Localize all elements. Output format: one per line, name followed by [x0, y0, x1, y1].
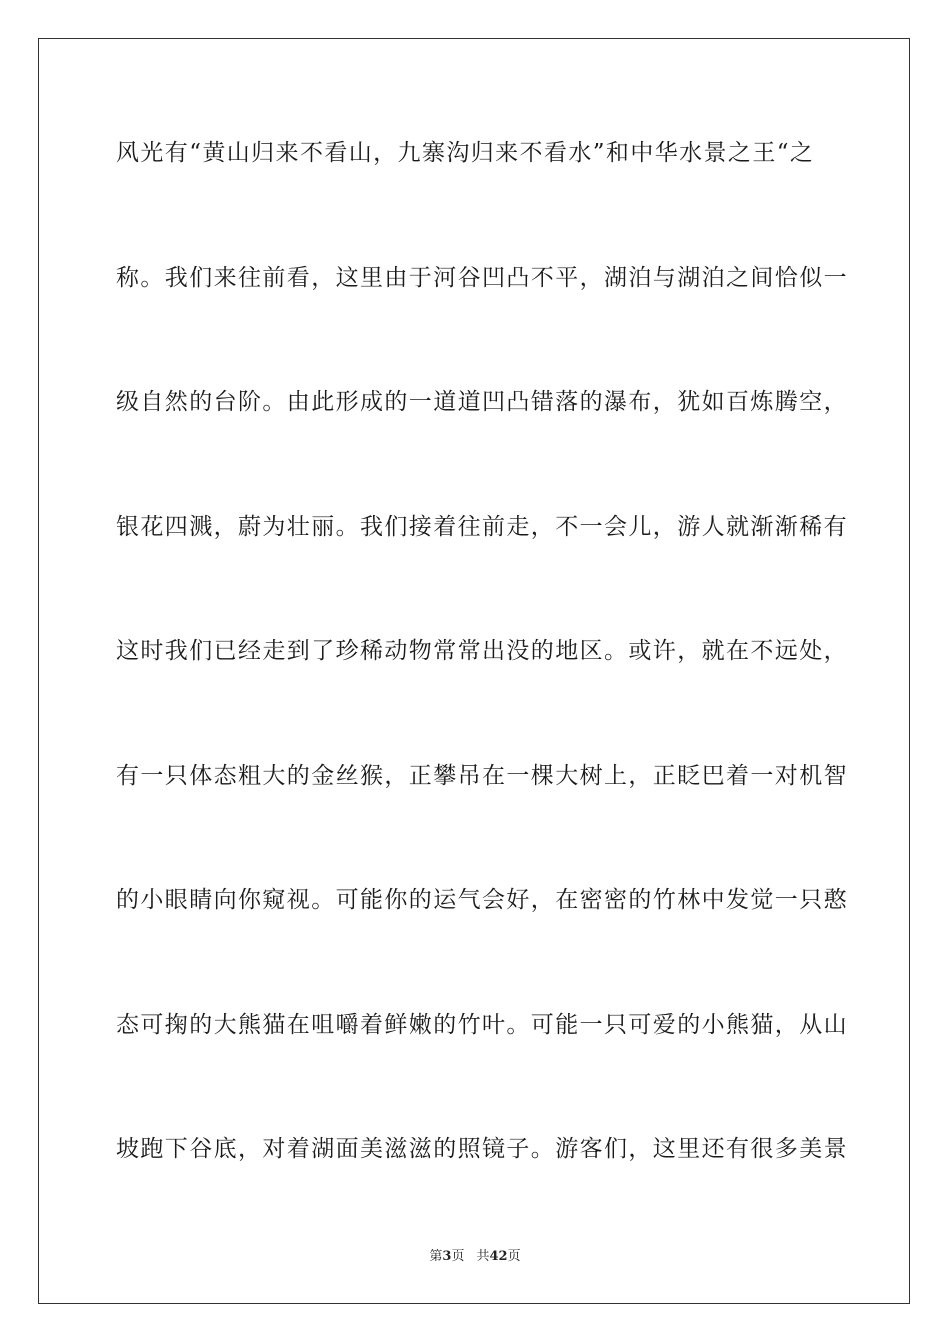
page-suffix: 页 — [451, 1249, 465, 1264]
total-suffix: 页 — [507, 1249, 521, 1264]
total-prefix: 共 — [476, 1249, 490, 1264]
page-number: 3 — [442, 1249, 452, 1264]
page-footer — [0, 1245, 950, 1264]
text-line: 级自然的台阶。由此形成的一道道凹凸错落的瀑布，犹如百炼腾空， — [116, 389, 848, 415]
text-line: 银花四溅，蔚为壮丽。我们接着往前走，不一会儿，游人就渐渐稀有 — [116, 513, 848, 540]
text-line: 这时我们已经走到了珍稀动物常常出没的地区。或许，就在不远处， — [116, 638, 848, 664]
text-line: 的小眼睛向你窥视。可能你的运气会好，在密密的竹林中发觉一只憨 — [116, 887, 848, 913]
text-line: 态可掬的大熊猫在咀嚼着鲜嫩的竹叶。可能一只可爱的小熊猫，从山 — [116, 1011, 848, 1038]
text-line: 称。我们来往前看，这里由于河谷凹凸不平，湖泊与湖泊之间恰似一 — [116, 264, 848, 291]
page-prefix: 第 — [429, 1249, 443, 1264]
total-pages: 42 — [489, 1249, 508, 1264]
document-body — [116, 128, 848, 1249]
text-line: 风光有“黄山归来不看山，九寨沟归来不看水”和中华水景之王“之 — [116, 140, 815, 166]
text-line: 坡跑下谷底，对着湖面美滋滋的照镜子。游客们，这里还有很多美景 — [116, 1136, 848, 1162]
text-line: 有一只体态粗大的金丝猴，正攀吊在一棵大树上，正眨巴着一对机智 — [116, 762, 848, 789]
